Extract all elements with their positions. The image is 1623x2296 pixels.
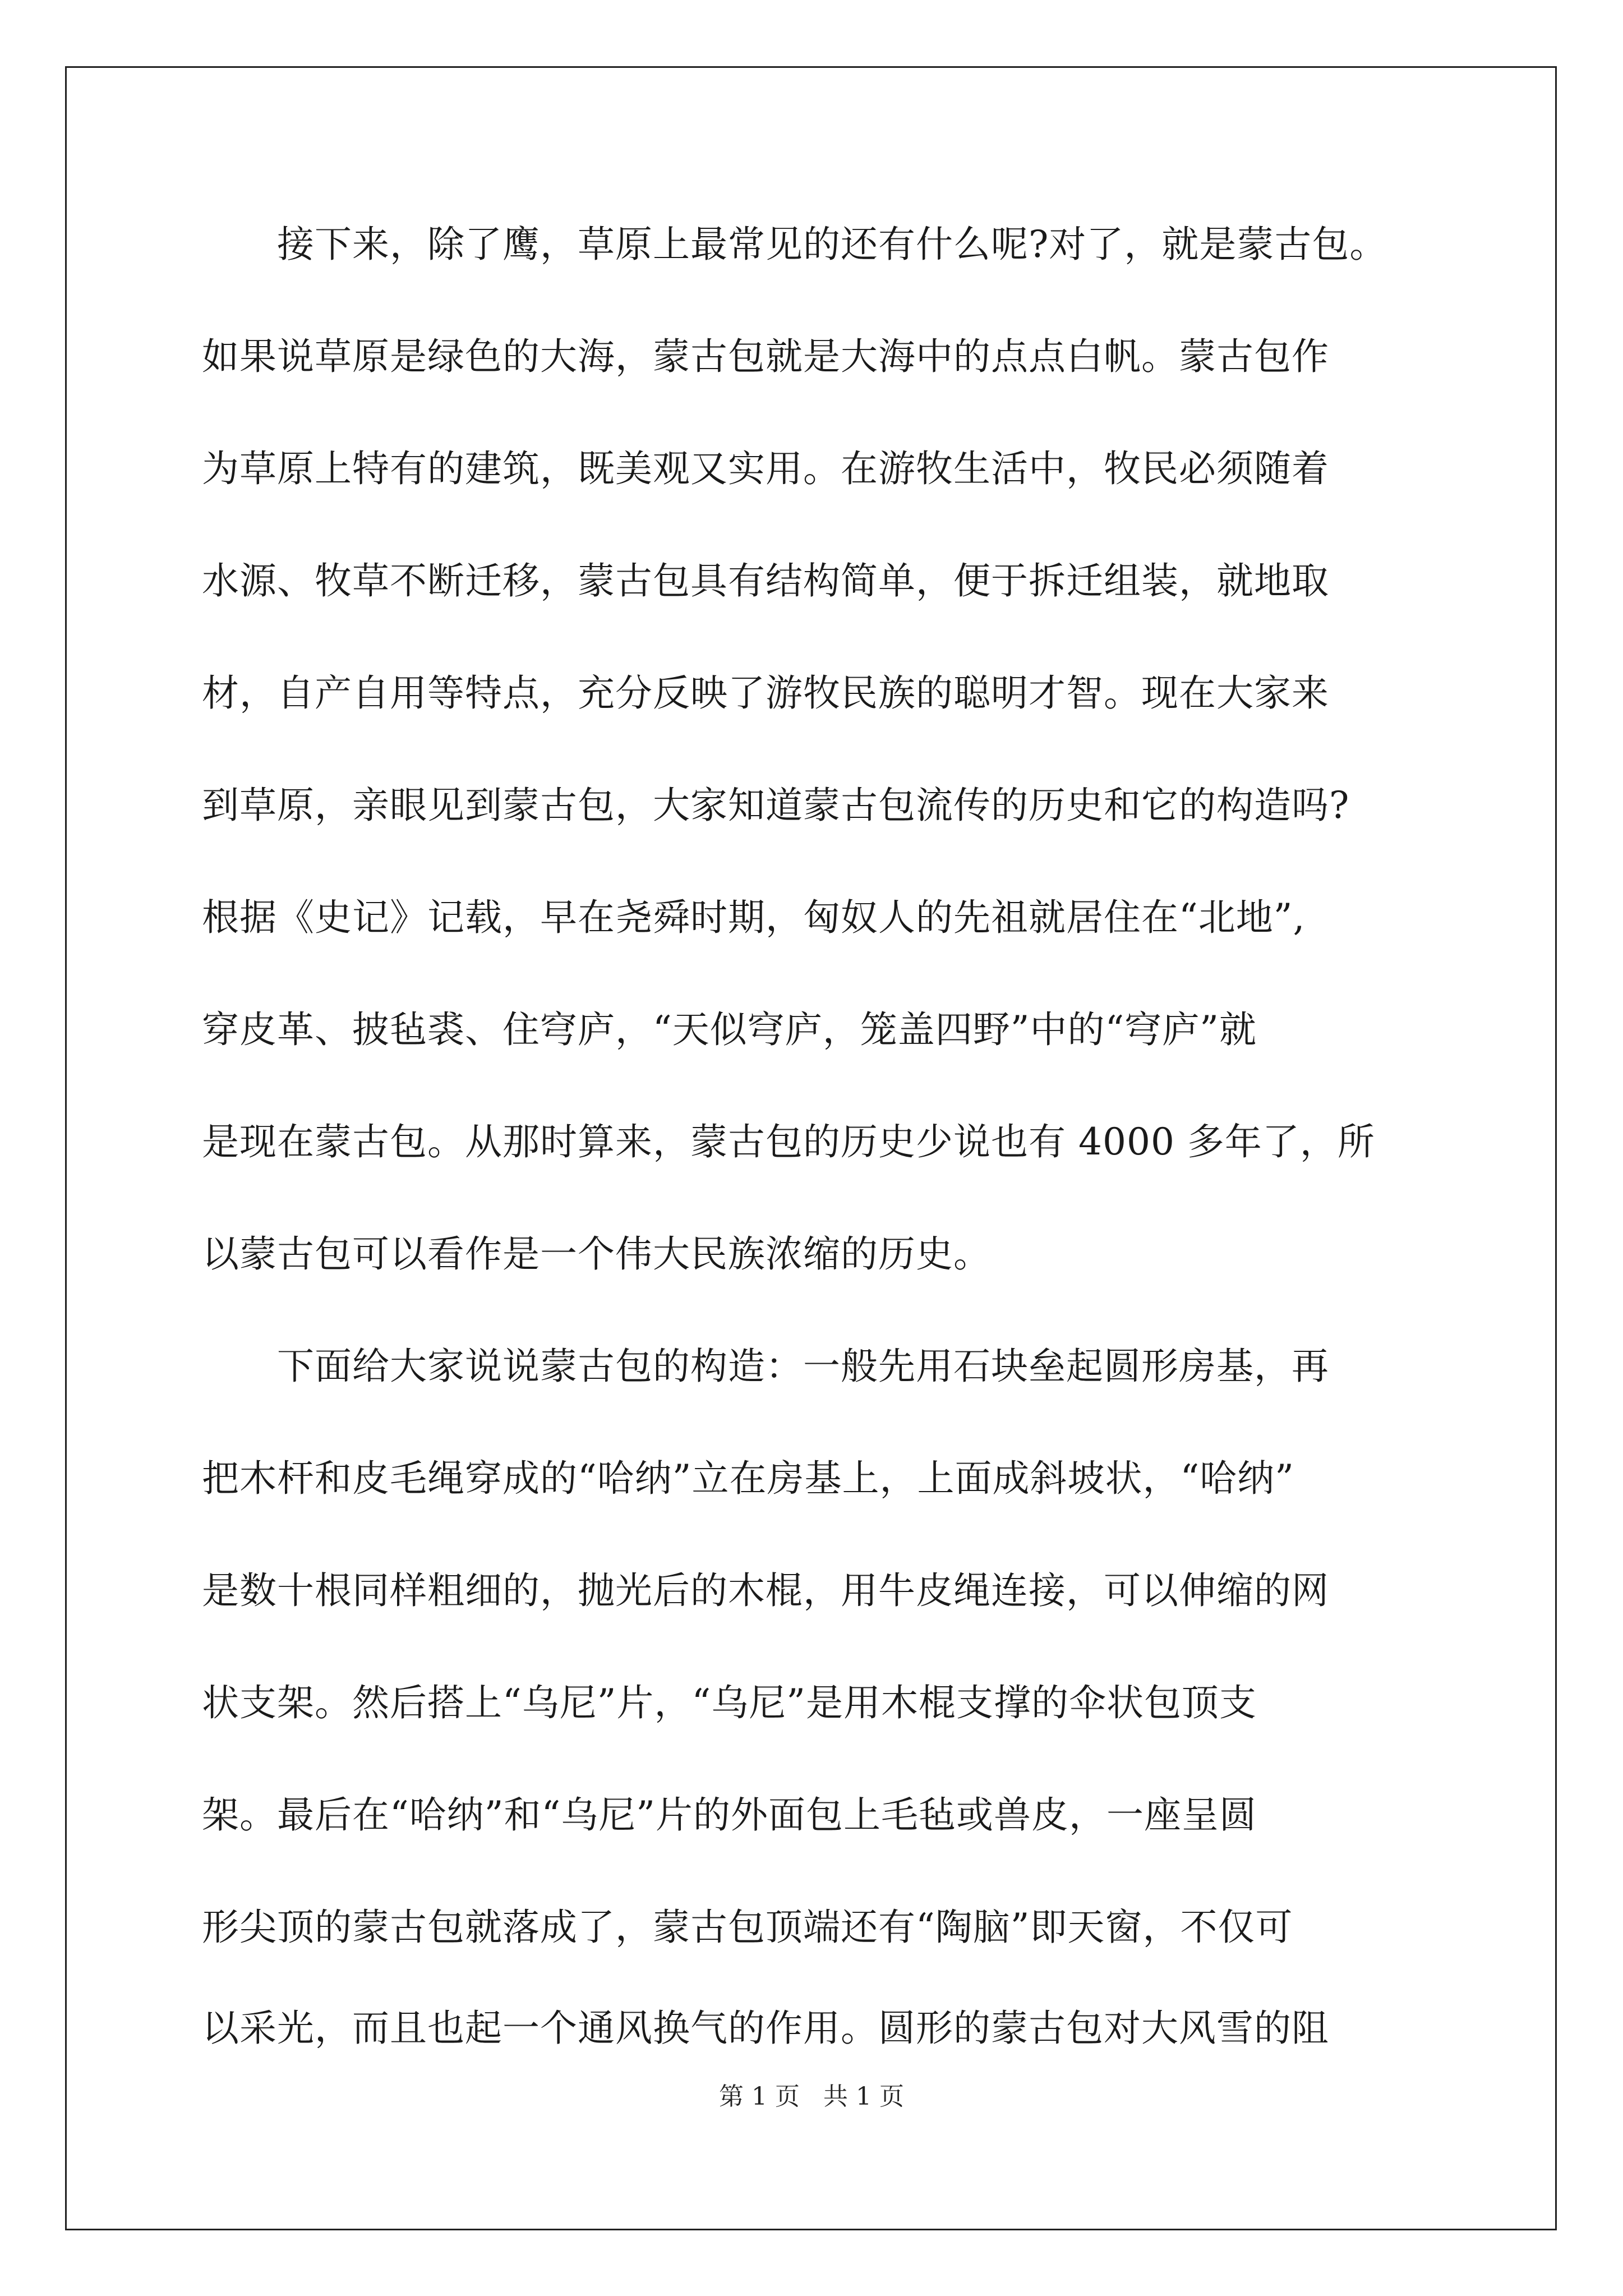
paragraph-line: 是数十根同样粗细的，抛光后的木棍，用牛皮绳连接，可以伸缩的网	[202, 1569, 1329, 1612]
paragraph-line: 下面给大家说说蒙古包的构造：一般先用石块垒起圆形房基，再	[202, 1345, 1329, 1388]
paragraph-line: 水源、牧草不断迁移，蒙古包具有结构简单，便于拆迁组装，就地取	[202, 559, 1329, 602]
paragraph-line: 以采光，而且也起一个通风换气的作用。圆形的蒙古包对大风雪的阻	[202, 2007, 1329, 2050]
paragraph-line: 到草原，亲眼见到蒙古包，大家知道蒙古包流传的历史和它的构造吗?	[202, 784, 1350, 827]
paragraph-line: 如果说草原是绿色的大海，蒙古包就是大海中的点点白帆。蒙古包作	[202, 335, 1329, 378]
paragraph-line: 架。最后在“哈纳”和“乌尼”片的外面包上毛毡或兽皮，一座呈圆	[202, 1793, 1257, 1837]
paragraph-line: 是现在蒙古包。从那时算来，蒙古包的历史少说也有 4000 多年了，所	[202, 1120, 1375, 1163]
paragraph-line: 根据《史记》记载，早在尧舜时期，匈奴人的先祖就居住在“北地”,	[202, 896, 1306, 939]
page-number-footer: 第 1 页 共 1 页	[719, 2082, 904, 2111]
paragraph-line: 为草原上特有的建筑，既美观又实用。在游牧生活中，牧民必须随着	[202, 447, 1329, 490]
paragraph-line: 接下来，除了鹰，草原上最常见的还有什么呢?对了，就是蒙古包。	[202, 223, 1387, 266]
paragraph-line: 把木杆和皮毛绳穿成的“哈纳”立在房基上，上面成斜坡状，“哈纳”	[202, 1457, 1294, 1500]
paragraph-line: 形尖顶的蒙古包就落成了，蒙古包顶端还有“陶脑”即天窗，不仅可	[202, 1906, 1293, 1949]
paragraph-line: 材，自产自用等特点，充分反映了游牧民族的聪明才智。现在大家来	[202, 671, 1329, 715]
paragraph-line: 以蒙古包可以看作是一个伟大民族浓缩的历史。	[202, 1232, 991, 1276]
paragraph-line: 状支架。然后搭上“乌尼”片，“乌尼”是用木棍支撑的伞状包顶支	[202, 1681, 1257, 1724]
paragraph-line: 穿皮革、披毡裘、住穹庐，“天似穹庐，笼盖四野”中的“穹庐”就	[202, 1008, 1257, 1051]
